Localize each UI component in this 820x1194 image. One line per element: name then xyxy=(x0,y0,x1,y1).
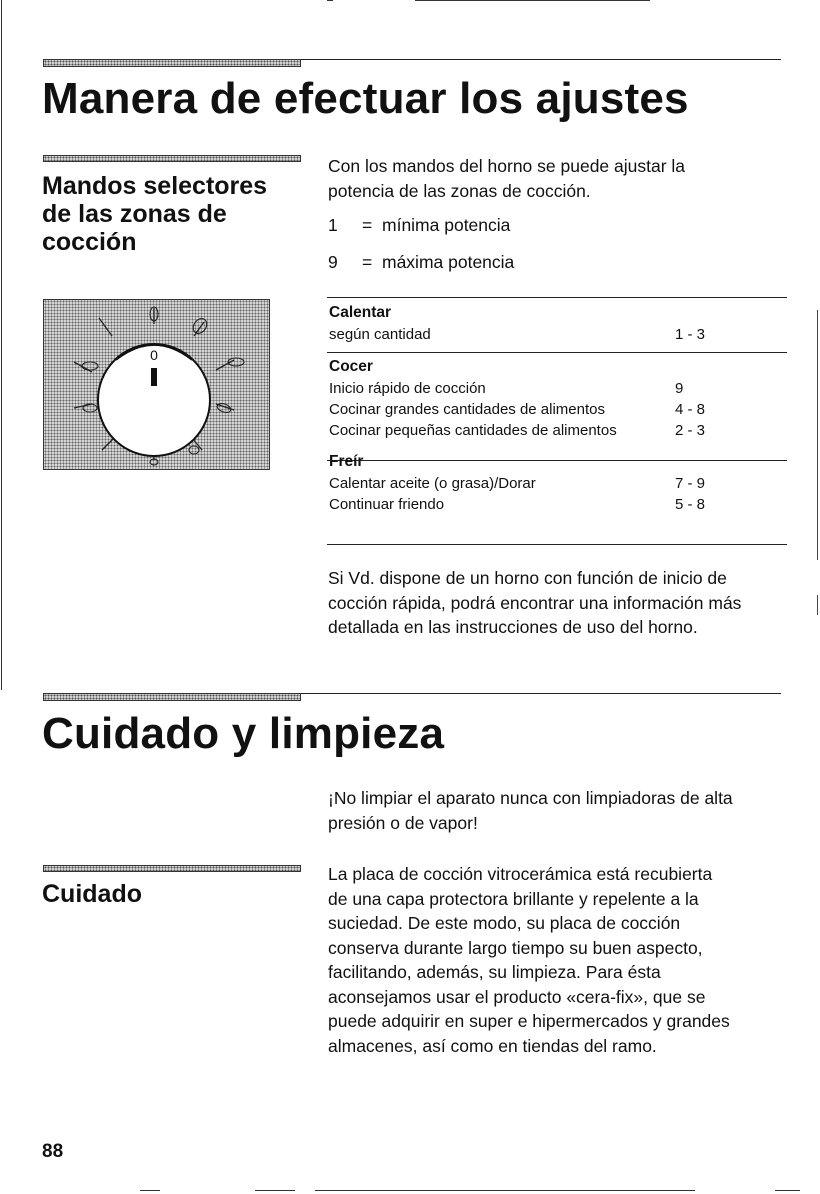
table-row-value: 4 - 8 xyxy=(675,401,706,418)
subheading-line: de las zonas de xyxy=(42,200,227,228)
table-row-value: 2 - 3 xyxy=(675,422,706,439)
table-row xyxy=(329,399,785,420)
table-row xyxy=(329,473,785,494)
section2-rule xyxy=(301,693,781,694)
note-line: detallada en las instrucciones de uso del horno. xyxy=(328,617,698,637)
subheading-hatch-bar xyxy=(43,155,301,162)
table-group-heading: Freír xyxy=(329,453,364,470)
warning-line: presión o de vapor! xyxy=(328,812,478,833)
table-row-value: 7 - 9 xyxy=(675,475,706,492)
table-group-cocer xyxy=(329,356,785,441)
table-bottom-rule xyxy=(327,544,787,545)
level-text: mínima potencia xyxy=(382,215,511,235)
care-paragraph xyxy=(328,862,798,1058)
care-line: suciedad. De este modo, su placa de cocción xyxy=(328,913,681,933)
care-line: conserva durante largo tiempo su buen aspecto, xyxy=(328,937,703,958)
section2-hatch-bar xyxy=(43,693,301,701)
subheading-line: Mandos selectores xyxy=(42,172,268,200)
level-text: máxima potencia xyxy=(382,252,515,272)
table-row-label: Cocinar pequeñas cantidades de alimentos xyxy=(329,422,617,439)
level-eq: = xyxy=(362,252,373,272)
care-line: facilitando, además, su limpieza. Para ésta xyxy=(328,962,661,982)
note-line: Si Vd. dispone de un horno con función de inicio de xyxy=(328,568,727,588)
table-row xyxy=(329,324,785,345)
warning-paragraph xyxy=(328,786,798,835)
section1-hatch-bar xyxy=(43,59,301,67)
table-group-calentar xyxy=(329,302,785,345)
intro-line: Con los mandos del horno se puede ajustar la xyxy=(328,156,686,176)
settings-table xyxy=(329,302,785,515)
table-row-value: 9 xyxy=(675,380,684,397)
intro-line: potencia de las zonas de cocción. xyxy=(328,180,591,201)
table-row-label: Inicio rápido de cocción xyxy=(329,380,486,397)
note-line: cocción rápida, podrá encontrar una información más xyxy=(328,592,742,613)
dial-illustration xyxy=(43,299,270,470)
section1-title: Manera de efectuar los ajustes xyxy=(42,74,689,123)
table-row xyxy=(329,494,785,515)
level-max xyxy=(328,250,514,275)
subheading-line: cocción xyxy=(42,228,137,256)
dial-zero-mark: 0 xyxy=(150,347,158,363)
table-row-label: según cantidad xyxy=(329,326,431,343)
table-row-value: 1 - 3 xyxy=(675,326,706,343)
table-row-label: Calentar aceite (o grasa)/Dorar xyxy=(329,475,536,492)
section1-subheading xyxy=(42,172,302,256)
care-line: de una capa protectora brillante y repelente a la xyxy=(328,888,699,909)
table-row-value: 5 - 8 xyxy=(675,496,706,513)
section2-title: Cuidado y limpieza xyxy=(42,709,445,758)
right-edge-mark-short xyxy=(817,595,818,615)
intro-paragraph xyxy=(328,154,788,203)
care-hatch-bar xyxy=(43,865,301,872)
table-top-rule xyxy=(327,297,787,298)
level-min xyxy=(328,213,510,238)
warning-line: ¡No limpiar el aparato nunca con limpiadoras de alta xyxy=(328,788,733,808)
level-eq: = xyxy=(362,215,373,235)
care-line: aconsejamos usar el producto «cera-fix», que se xyxy=(328,986,706,1007)
table-separator xyxy=(327,352,787,353)
table-group-heading: Cocer xyxy=(329,358,373,375)
top-scan-mark-small xyxy=(327,0,333,1)
dial-drawing xyxy=(44,300,269,469)
bottom-scan-mark-mid xyxy=(255,1190,295,1191)
care-line: La placa de cocción vitrocerámica está recubierta xyxy=(328,864,713,884)
table-row-label: Cocinar grandes cantidades de alimentos xyxy=(329,401,605,418)
table-group-heading: Calentar xyxy=(329,304,392,321)
section1-rule xyxy=(301,59,781,60)
right-edge-mark xyxy=(817,310,818,560)
level-num: 9 xyxy=(328,252,338,272)
bottom-scan-mark-left xyxy=(140,1190,160,1191)
bottom-scan-mark xyxy=(315,1190,695,1191)
page-number: 88 xyxy=(42,1141,64,1162)
care-subheading: Cuidado xyxy=(42,880,142,908)
table-row xyxy=(329,378,785,399)
table-row-label: Continuar friendo xyxy=(329,496,445,513)
note-paragraph xyxy=(328,566,803,640)
left-page-edge xyxy=(1,0,2,690)
bottom-scan-mark-right xyxy=(775,1190,800,1191)
table-row xyxy=(329,420,785,441)
level-num: 1 xyxy=(328,215,338,235)
table-group-freir xyxy=(329,451,785,515)
top-scan-mark xyxy=(415,0,650,1)
dial-pointer xyxy=(151,368,157,386)
care-line: almacenes, así como en tiendas del ramo. xyxy=(328,1035,657,1056)
care-line: puede adquirir en super e hipermercados y grandes xyxy=(328,1011,730,1031)
